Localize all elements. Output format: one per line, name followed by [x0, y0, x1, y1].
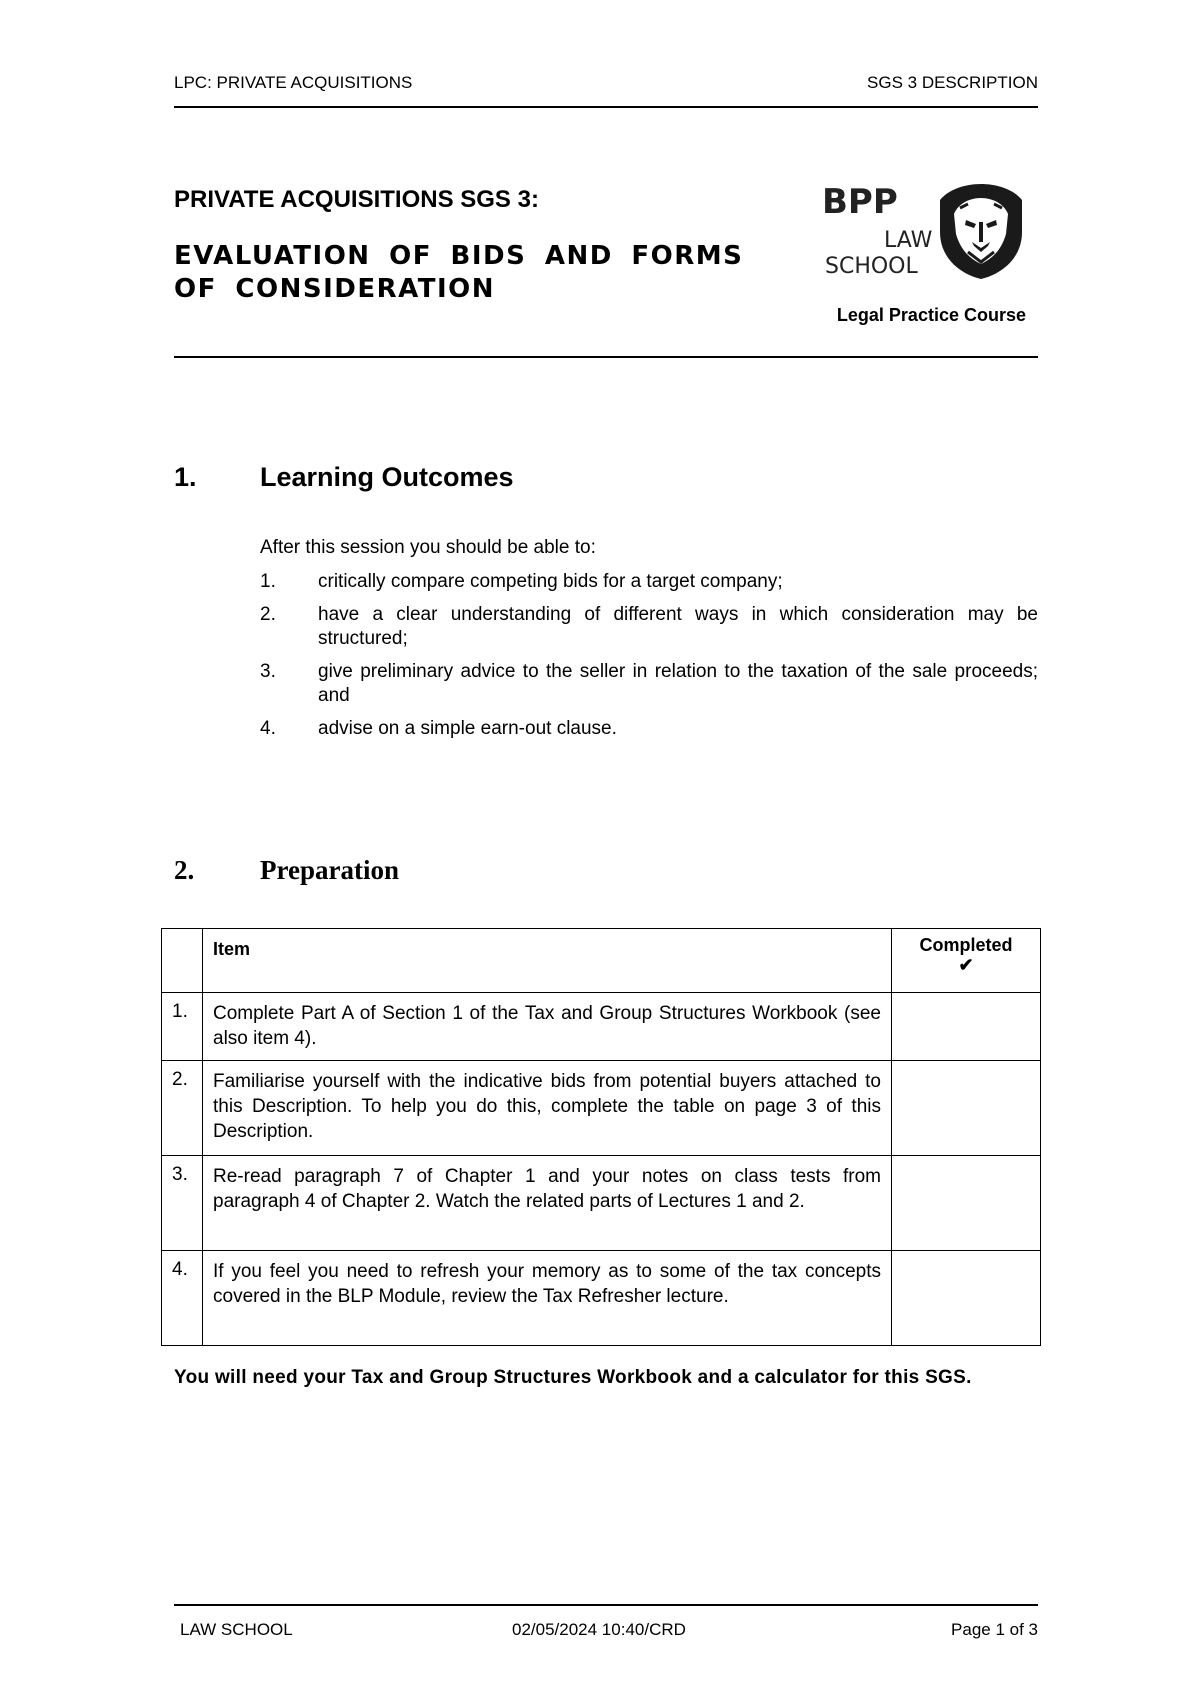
table-row	[162, 1156, 1041, 1251]
footer-date: 02/05/2024 10:40/CRD	[512, 1620, 686, 1639]
completed-checkbox-cell[interactable]	[892, 1156, 1041, 1251]
row-number: 3.	[162, 1156, 203, 1251]
footer-page-number: Page 1 of 3	[951, 1620, 1038, 1639]
list-item: 1. critically compare competing bids for a target company;	[260, 571, 783, 592]
document-title: PRIVATE ACQUISITIONS SGS 3:	[174, 186, 539, 213]
row-text: Familiarise yourself with the indicative bids from potential buyers attached to this Description. To help you do this, complete the table on page 3 of this Description.	[203, 1061, 892, 1156]
lion-head-icon	[938, 182, 1024, 280]
table-row	[162, 1061, 1041, 1156]
preparation-table	[161, 928, 1041, 1346]
header-document-title: SGS 3 DESCRIPTION	[867, 73, 1038, 92]
check-icon: ✔	[958, 955, 974, 975]
list-item: 2. have a clear understanding of different ways in which consideration may be structured;	[260, 604, 1038, 649]
header-cell-completed: Completed ✔	[892, 929, 1041, 993]
preparation-note: You will need your Tax and Group Structures Workbook and a calculator for this SGS.	[174, 1367, 972, 1388]
completed-checkbox-cell[interactable]	[892, 993, 1041, 1061]
logo-school-text: SCHOOL	[825, 254, 918, 279]
table-row	[162, 993, 1041, 1061]
row-text: Complete Part A of Section 1 of the Tax and Group Structures Workbook (see also item 4).	[203, 993, 892, 1061]
page-footer	[174, 1604, 1038, 1639]
logo-brand-text: BPP	[822, 182, 898, 222]
completed-checkbox-cell[interactable]	[892, 1061, 1041, 1156]
header-cell-number	[162, 929, 203, 993]
document-subtitle: EVALUATION OF BIDS AND FORMS OF CONSIDERATION	[174, 241, 744, 304]
completed-checkbox-cell[interactable]	[892, 1251, 1041, 1346]
section-1-number: 1.	[174, 462, 197, 492]
section-1-heading: Learning Outcomes	[260, 462, 514, 492]
row-number: 2.	[162, 1061, 203, 1156]
row-text: If you feel you need to refresh your memory as to some of the tax concepts covered in the BLP Module, review the Tax Refresher lecture.	[203, 1251, 892, 1346]
row-number: 1.	[162, 993, 203, 1061]
table-row	[162, 1251, 1041, 1346]
footer-school: LAW SCHOOL	[180, 1620, 293, 1639]
list-item: 3. give preliminary advice to the seller in relation to the taxation of the sale proceeds; and	[260, 661, 1038, 706]
learning-outcomes-intro: After this session you should be able to:	[260, 537, 596, 558]
header-course-title: LPC: PRIVATE ACQUISITIONS	[174, 73, 413, 92]
header-cell-item: Item	[203, 929, 892, 993]
learning-outcomes-list	[260, 570, 1038, 750]
logo-law-text: LAW	[884, 228, 933, 253]
row-text: Re-read paragraph 7 of Chapter 1 and your notes on class tests from paragraph 4 of Chapter 2. Watch the related parts of Lectures 1 and 2.	[203, 1156, 892, 1251]
bpp-law-school-logo	[822, 182, 1028, 282]
page-header	[174, 72, 1038, 108]
list-item: 4. advise on a simple earn-out clause.	[260, 718, 617, 739]
table-header-row	[162, 929, 1041, 993]
section-2-heading: Preparation	[260, 855, 399, 885]
course-name: Legal Practice Course	[836, 305, 1026, 325]
section-2-number: 2.	[174, 855, 195, 885]
row-number: 4.	[162, 1251, 203, 1346]
title-divider	[174, 356, 1038, 358]
